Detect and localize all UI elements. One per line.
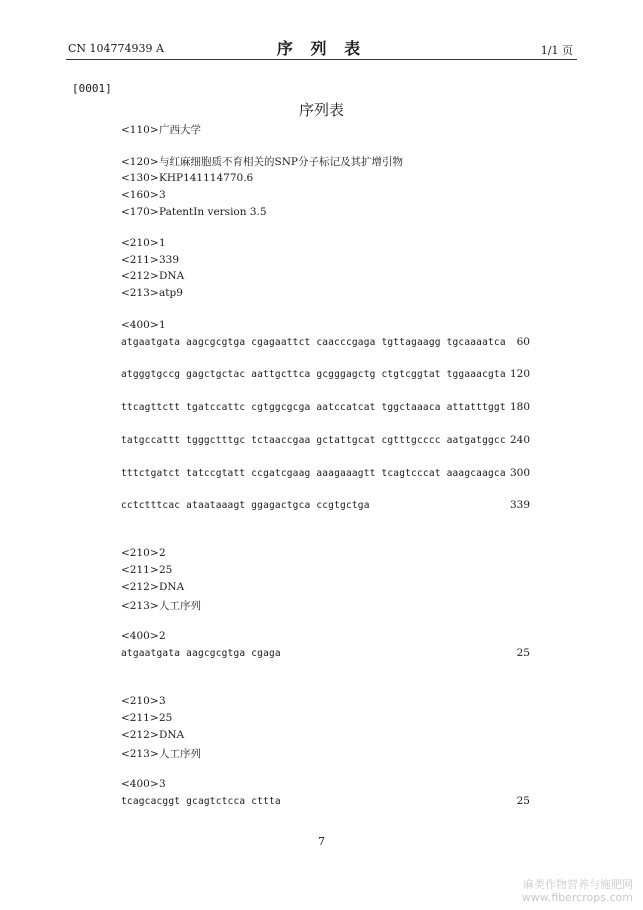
field-value: 1 bbox=[159, 237, 166, 249]
field-line bbox=[121, 189, 166, 201]
field-value: DNA bbox=[159, 270, 185, 282]
field-tag: <212> bbox=[121, 729, 159, 741]
field-line bbox=[121, 746, 201, 761]
sequence-count: 25 bbox=[516, 647, 530, 659]
field-line bbox=[121, 712, 172, 724]
field-tag: <170> bbox=[121, 206, 159, 218]
page-indicator: 1/1 页 bbox=[540, 44, 573, 57]
sequence-count: 240 bbox=[509, 434, 530, 446]
field-line bbox=[121, 122, 201, 137]
field-tag: <210> bbox=[121, 237, 159, 249]
field-value: DNA bbox=[159, 581, 185, 593]
field-line bbox=[121, 319, 166, 331]
sequence-line: atgaatgata aagcgcgtga cgaga bbox=[121, 648, 281, 659]
field-value: 25 bbox=[159, 712, 173, 724]
field-line bbox=[121, 547, 166, 559]
field-value: PatentIn version 3.5 bbox=[159, 206, 267, 218]
sequence-count: 120 bbox=[509, 368, 530, 380]
field-tag: <110> bbox=[121, 124, 159, 136]
watermark-url: www.fibercrops.com bbox=[521, 891, 633, 904]
field-value: 2 bbox=[159, 547, 166, 559]
sequence-line: ttcagttctt tgatccattc cgtggcgcga aatccatcat tggctaaaca attatttggt bbox=[121, 402, 506, 413]
field-line bbox=[121, 154, 403, 169]
field-tag: <212> bbox=[121, 270, 159, 282]
field-line bbox=[121, 581, 184, 593]
field-value: atp9 bbox=[159, 287, 183, 299]
sequence-line: atgaatgata aagcgcgtga cgagaattct caacccgaga tgttagaagg tgcaaaatca bbox=[121, 337, 506, 348]
field-tag: <211> bbox=[121, 712, 159, 724]
field-line bbox=[121, 287, 183, 299]
field-line bbox=[121, 778, 166, 790]
field-value: 广西大学 bbox=[159, 124, 201, 136]
field-line bbox=[121, 237, 166, 249]
field-line bbox=[121, 172, 253, 184]
field-value: 3 bbox=[159, 189, 166, 201]
field-tag: <211> bbox=[121, 254, 159, 266]
sequence-count: 60 bbox=[516, 336, 530, 348]
field-value: 与红麻细胞质不育相关的SNP分子标记及其扩增引物 bbox=[159, 156, 403, 168]
sequence-count: 180 bbox=[509, 401, 530, 413]
field-tag: <211> bbox=[121, 564, 159, 576]
field-tag: <210> bbox=[121, 547, 159, 559]
field-tag: <210> bbox=[121, 695, 159, 707]
field-line bbox=[121, 254, 179, 266]
sequence-line: cctctttcac ataataaagt ggagactgca ccgtgctga bbox=[121, 500, 370, 511]
field-tag: <120> bbox=[121, 156, 159, 168]
sequence-count: 300 bbox=[509, 467, 530, 479]
sequence-line: atgggtgccg gagctgctac aattgcttca gcgggagctg ctgtcggtat tggaaacgta bbox=[121, 369, 506, 380]
field-value: 3 bbox=[159, 778, 166, 790]
field-line bbox=[121, 630, 166, 642]
watermark-title: 麻类作物营养与施肥网 bbox=[523, 878, 633, 891]
field-tag: <213> bbox=[121, 748, 159, 760]
field-tag: <400> bbox=[121, 778, 159, 790]
field-line bbox=[121, 729, 184, 741]
field-line bbox=[121, 695, 166, 707]
field-tag: <400> bbox=[121, 319, 159, 331]
field-line bbox=[121, 564, 172, 576]
field-value: DNA bbox=[159, 729, 185, 741]
sequence-line: tcagcacggt gcagtctcca cttta bbox=[121, 796, 281, 807]
field-line bbox=[121, 270, 184, 282]
header-divider bbox=[66, 59, 577, 60]
field-tag: <213> bbox=[121, 600, 159, 612]
sequence-line: tttctgatct tatccgtatt ccgatcgaag aaagaaagtt tcagtcccat aaagcaagca bbox=[121, 468, 506, 479]
field-tag: <400> bbox=[121, 630, 159, 642]
field-value: 人工序列 bbox=[159, 600, 201, 612]
field-tag: <130> bbox=[121, 172, 159, 184]
patent-number: CN 104774939 A bbox=[68, 42, 164, 55]
field-tag: <213> bbox=[121, 287, 159, 299]
field-value: 1 bbox=[159, 319, 166, 331]
document-title: 序列表 bbox=[298, 101, 344, 119]
sequence-count: 339 bbox=[509, 499, 530, 511]
watermark bbox=[522, 878, 633, 904]
field-value: 2 bbox=[159, 630, 166, 642]
page-number: 7 bbox=[318, 835, 325, 848]
field-value: KHP141114770.6 bbox=[159, 172, 254, 184]
sequence-line: tatgccattt tgggctttgc tctaaccgaa gctattgcat cgtttgcccc aatgatggcc bbox=[121, 435, 506, 446]
field-value: 人工序列 bbox=[159, 748, 201, 760]
field-value: 339 bbox=[159, 254, 180, 266]
field-line bbox=[121, 598, 201, 613]
field-value: 25 bbox=[159, 564, 173, 576]
field-tag: <212> bbox=[121, 581, 159, 593]
sequence-count: 25 bbox=[516, 795, 530, 807]
paragraph-number: [0001] bbox=[72, 82, 112, 95]
field-tag: <160> bbox=[121, 189, 159, 201]
field-line bbox=[121, 206, 267, 218]
header-title: 序 列 表 bbox=[276, 39, 367, 58]
field-value: 3 bbox=[159, 695, 166, 707]
